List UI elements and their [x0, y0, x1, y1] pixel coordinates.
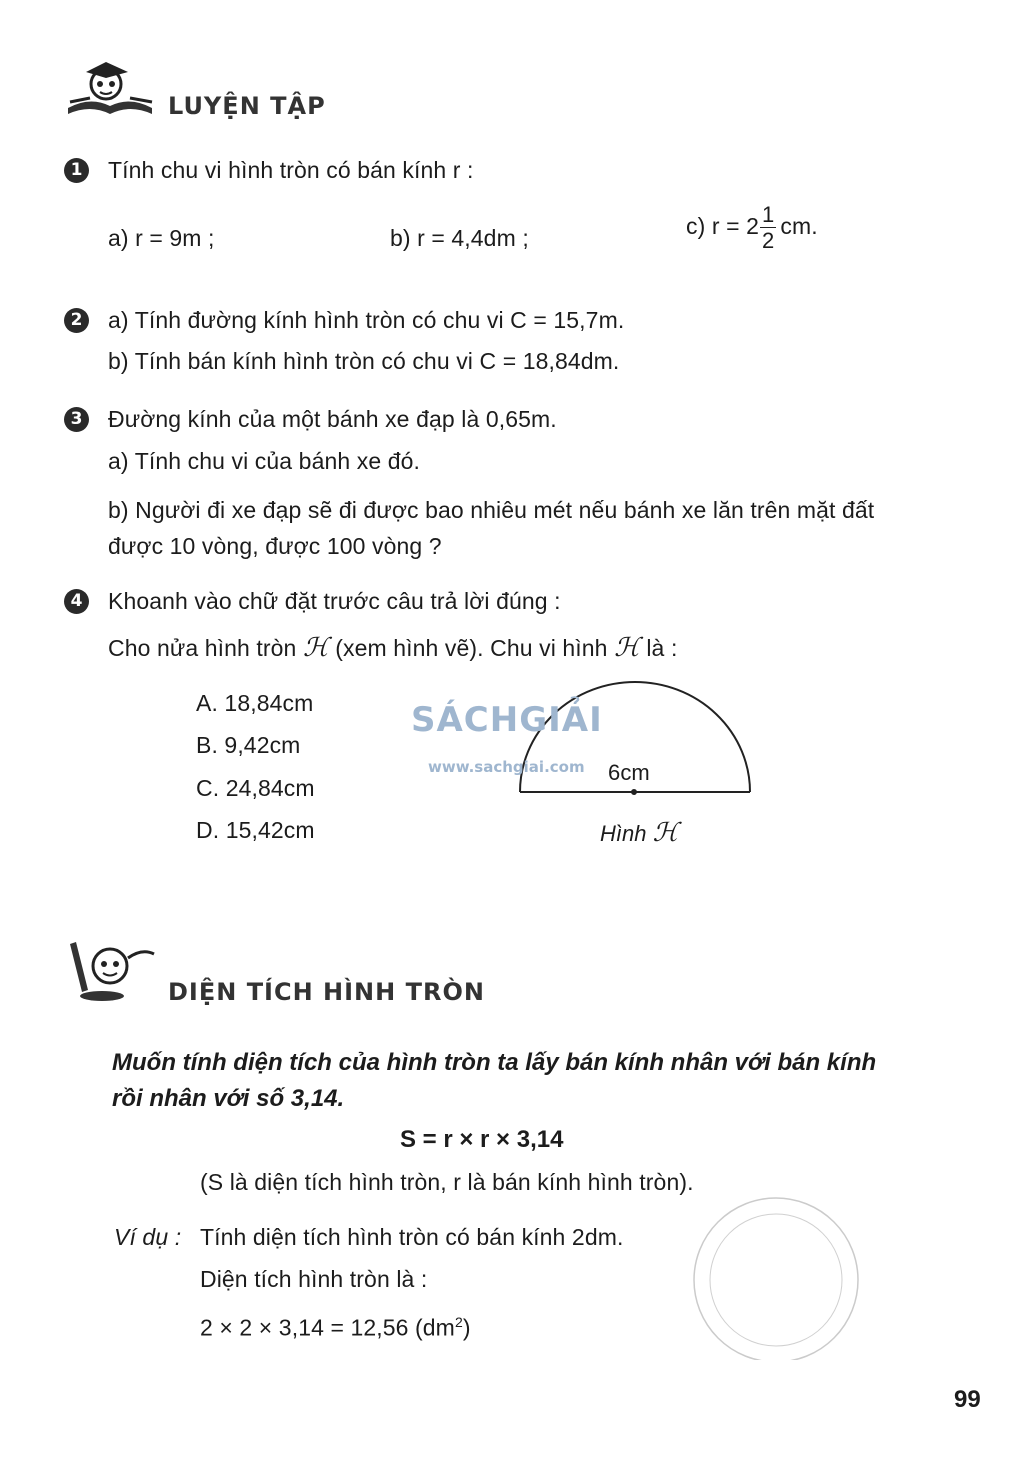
section-title-area: DIỆN TÍCH HÌNH TRÒN [168, 978, 485, 1006]
area-rule-line-2: rồi nhân với số 3,14. [112, 1085, 345, 1112]
answer-option-b[interactable]: B. 9,42cm [196, 732, 301, 758]
question-part-2: (xem hình vẽ). Chu vi hình [328, 635, 615, 661]
calculation-text: 2 × 2 × 3,14 = 12,56 (dm [200, 1314, 455, 1341]
figure-h-symbol: ℋ [652, 818, 679, 848]
answer-option-c[interactable]: C. 24,84cm [196, 775, 315, 801]
figure-caption-text: Hình [600, 821, 647, 846]
exercise-2-b: b) Tính bán kính hình tròn có chu vi C = 18,84dm. [108, 348, 620, 374]
semicircle-center-point [631, 789, 637, 795]
example-label: Ví dụ : [114, 1224, 182, 1250]
area-rule-line-1: Muốn tính diện tích của hình tròn ta lấy bán kính nhân với bán kính [112, 1049, 877, 1076]
bleed-through-circle [676, 1190, 876, 1360]
answer-option-d[interactable]: D. 15,42cm [196, 817, 315, 843]
exercise-number-1: 1 [64, 158, 89, 183]
calculation-close: ) [462, 1314, 471, 1341]
area-formula-note: (S là diện tích hình tròn, r là bán kính hình tròn). [200, 1169, 694, 1195]
figure-caption [600, 818, 678, 848]
exercise-1-c-fraction [760, 204, 776, 252]
figure-measure-label: 6cm [608, 760, 650, 785]
figure-h-symbol: ℋ [302, 633, 329, 663]
example-text: Tính diện tích hình tròn có bán kính 2dm. [200, 1224, 624, 1250]
exercise-4-question [108, 633, 677, 663]
watermark-url: www.sachgiai.com [428, 758, 585, 776]
example-calculation [200, 1314, 471, 1342]
fraction-numerator: 1 [762, 202, 775, 227]
section-title-practice: LUYỆN TẬP [168, 92, 326, 120]
exercise-3-stem: Đường kính của một bánh xe đạp là 0,65m. [108, 406, 557, 432]
page-number: 99 [954, 1386, 981, 1413]
exercise-4-stem: Khoanh vào chữ đặt trước câu trả lời đúng : [108, 588, 561, 614]
question-part-3: là : [639, 635, 678, 661]
pencil-mascot-icon [62, 938, 162, 1004]
figure-h-symbol: ℋ [614, 633, 640, 663]
exercise-number-3: 3 [64, 407, 89, 432]
exercise-1-c-prefix: c) r = [686, 213, 747, 240]
example-line-2: Diện tích hình tròn là : [200, 1266, 428, 1292]
exercise-number-2: 2 [64, 308, 89, 333]
reading-mascot-icon [60, 58, 160, 118]
answer-option-a[interactable]: A. 18,84cm [196, 690, 314, 716]
exercise-number-4: 4 [64, 589, 89, 614]
area-formula: S = r × r × 3,14 [400, 1126, 564, 1153]
exercise-3-b-line2: được 10 vòng, được 100 vòng ? [108, 533, 442, 559]
exercise-1-c [686, 204, 818, 252]
exercise-1-c-unit: cm. [780, 213, 818, 240]
exercise-1-b: b) r = 4,4dm ; [390, 225, 529, 251]
exercise-2-a: a) Tính đường kính hình tròn có chu vi C = 15,7m. [108, 307, 625, 333]
exercise-1-question: Tính chu vi hình tròn có bán kính r : [108, 157, 474, 183]
exercise-1-a: a) r = 9m ; [108, 225, 215, 251]
question-part-1: Cho nửa hình tròn [108, 635, 303, 661]
exercise-3-b-line1: b) Người đi xe đạp sẽ đi được bao nhiêu mét nếu bánh xe lăn trên mặt đất [108, 497, 875, 523]
exercise-1-c-whole: 2 [746, 213, 760, 240]
fraction-denominator: 2 [762, 228, 775, 253]
calculation-exponent: 2 [454, 1314, 463, 1330]
watermark-brand: SÁCHGIẢI [411, 700, 603, 740]
exercise-3-a: a) Tính chu vi của bánh xe đó. [108, 448, 420, 474]
